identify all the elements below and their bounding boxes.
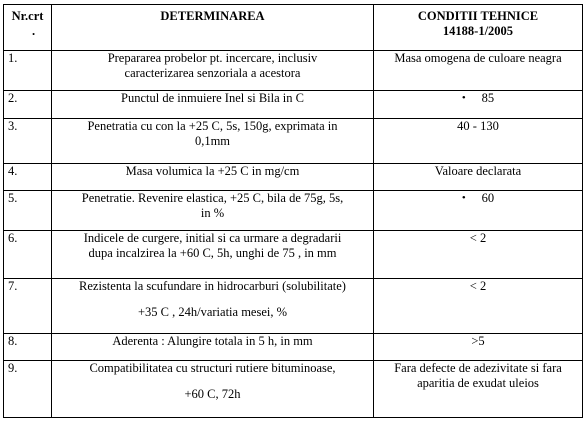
- table-row: [4, 334, 583, 361]
- cond-line: 85: [481, 91, 495, 105]
- row-number: 4.: [4, 164, 52, 191]
- table-row: [4, 51, 583, 91]
- det-line: Compatibilitatea cu structuri rutiere bituminoase,: [89, 361, 336, 375]
- det-line: +35 C , 24h/variatia mesei, %: [137, 305, 288, 319]
- cond-line: Fara defecte de adezivitate si fara: [394, 361, 562, 375]
- row-determination: [52, 51, 374, 91]
- cond-line: < 2: [469, 231, 487, 245]
- row-number: 6.: [4, 231, 52, 279]
- cond-line: < 2: [469, 279, 487, 293]
- row-condition: [374, 231, 583, 279]
- table-row: [4, 361, 583, 418]
- row-condition: [374, 91, 583, 119]
- bullet-value: [378, 91, 578, 106]
- header-conditii-tehnice: [374, 5, 583, 51]
- det-line: 0,1mm: [194, 134, 231, 148]
- det-line: Penetratia cu con la +25 C, 5s, 150g, exprimata in: [87, 119, 338, 133]
- det-line: in %: [200, 206, 225, 220]
- row-condition: [374, 51, 583, 91]
- row-number: 5.: [4, 191, 52, 231]
- row-number: 3.: [4, 119, 52, 164]
- header-row: [4, 5, 583, 51]
- cond-line: Masa omogena de culoare neagra: [394, 51, 562, 65]
- table-row: [4, 91, 583, 119]
- table-row: [4, 164, 583, 191]
- cond-line: aparitia de exudat uleios: [417, 376, 539, 390]
- cond-line: 40 - 130: [457, 119, 499, 133]
- det-line: dupa incalzirea la +60 C, 5h, unghi de 75 , in mm: [88, 246, 337, 260]
- row-number: 2.: [4, 91, 52, 119]
- det-line: caracterizarea senzoriala a acestora: [124, 66, 301, 80]
- row-determination: [52, 191, 374, 231]
- row-number: 9.: [4, 361, 52, 418]
- det-line: Penetratie. Revenire elastica, +25 C, bila de 75g, 5s,: [81, 191, 344, 205]
- row-condition: [374, 361, 583, 418]
- row-determination: [52, 119, 374, 164]
- row-condition: [374, 119, 583, 164]
- bullet-value: [378, 191, 578, 206]
- header-nr-dot: .: [31, 24, 36, 38]
- row-determination: [52, 231, 374, 279]
- det-line: Rezistenta la scufundare in hidrocarburi (solubilitate): [79, 279, 346, 293]
- line-gap: [56, 294, 369, 305]
- cond-line: 60: [481, 191, 495, 205]
- row-determination: [52, 91, 374, 119]
- row-determination: [52, 279, 374, 334]
- spec-table-container: [3, 4, 583, 418]
- det-line: Aderenta : Alungire totala in 5 h, in mm: [112, 334, 313, 348]
- header-nr-crt: [4, 5, 52, 51]
- row-condition: [374, 191, 583, 231]
- table-row: [4, 191, 583, 231]
- cond-line: >5: [471, 334, 485, 348]
- row-condition: [374, 164, 583, 191]
- table-row: [4, 119, 583, 164]
- line-gap: [56, 376, 369, 387]
- det-line: Indicele de curgere, initial si ca urmare a degradarii: [83, 231, 342, 245]
- row-determination: [52, 361, 374, 418]
- row-number: 1.: [4, 51, 52, 91]
- bullet-icon: •: [461, 92, 466, 104]
- det-line: Punctul de inmuiere Inel si Bila in C: [121, 91, 304, 105]
- table-row: [4, 231, 583, 279]
- bullet-icon: •: [461, 192, 466, 204]
- header-cond-line2: 14188-1/2005: [442, 24, 514, 38]
- det-line: Prepararea probelor pt. incercare, inclusiv: [107, 51, 318, 65]
- cond-line: Valoare declarata: [434, 164, 522, 178]
- header-determinarea: DETERMINAREA: [52, 5, 374, 51]
- row-number: 7.: [4, 279, 52, 334]
- technical-conditions-table: [3, 4, 583, 418]
- header-nr-text: Nr.crt: [11, 9, 44, 23]
- table-row: [4, 279, 583, 334]
- header-cond-line1: CONDITII TEHNICE: [417, 9, 539, 23]
- row-condition: [374, 279, 583, 334]
- row-determination: [52, 164, 374, 191]
- row-condition: [374, 334, 583, 361]
- row-determination: [52, 334, 374, 361]
- det-line: +60 C, 72h: [184, 387, 241, 401]
- det-line: Masa volumica la +25 C in mg/cm: [125, 164, 300, 178]
- row-number: 8.: [4, 334, 52, 361]
